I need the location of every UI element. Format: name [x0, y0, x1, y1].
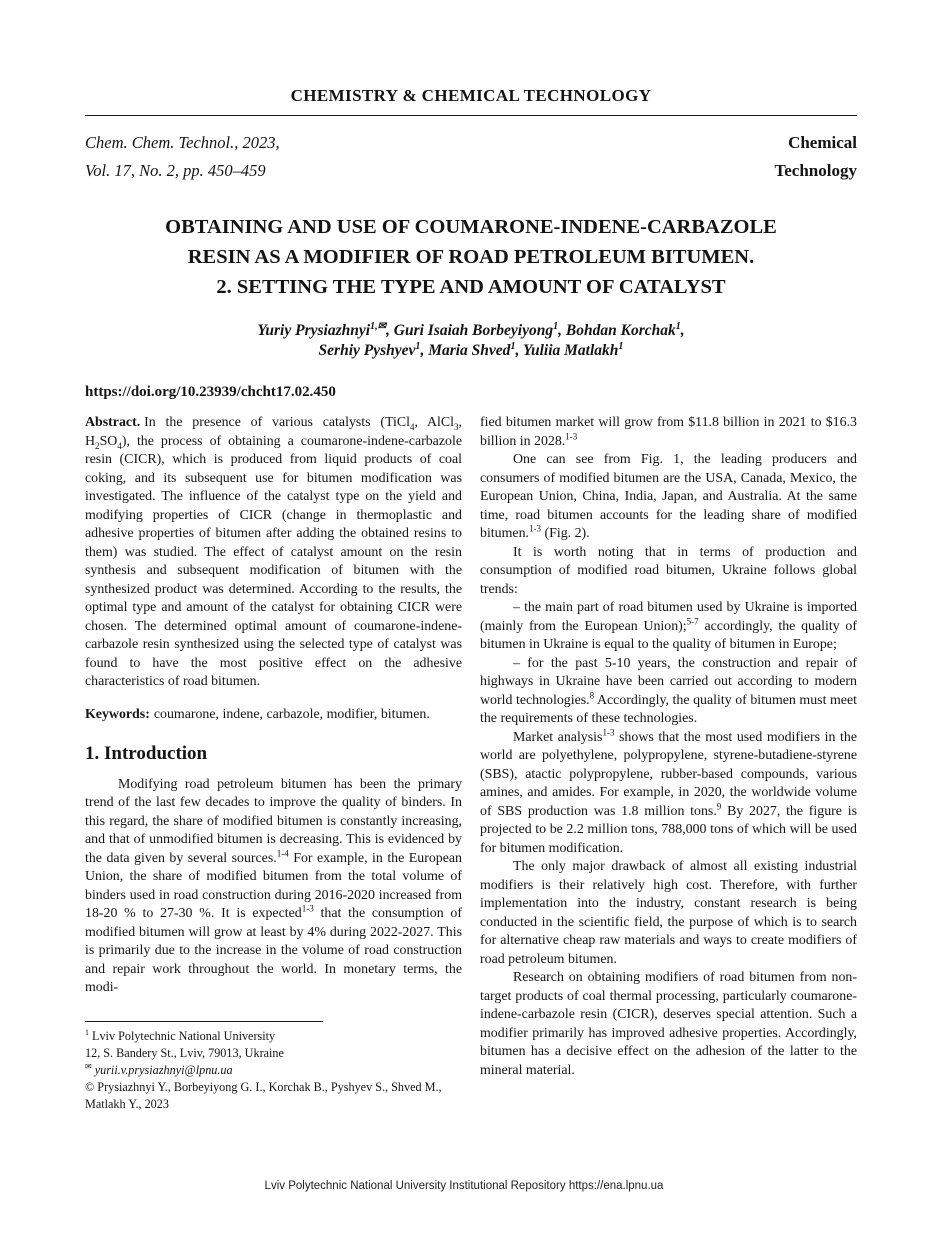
citation-line-1: Chem. Chem. Technol., 2023, [85, 133, 280, 152]
footnote-copyright: © Prysiazhnyi Y., Borbeyiyong G. I., Korchak B., Pyshyev S., Shved M., Matlakh Y., 2023 [85, 1079, 442, 1111]
journal-name-line-1: Chemical [788, 133, 857, 152]
article-title-line-1: OBTAINING AND USE OF COUMARONE-INDENE-CARBAZOLE [165, 216, 777, 238]
citation-row [85, 129, 857, 185]
body-paragraph: – the main part of road bitumen used by Ukraine is imported (mainly from the European Union);$^{5-7}$ accordingly, the quality of bitumen in Ukraine is equal to the quality of bitumen in Europe; [480, 600, 857, 652]
article-title [85, 212, 857, 302]
body-paragraph: – for the past 5-10 years, the construction and repair of highways in Ukraine have been carried out according to modern world technologies.$^8$ Accordingly, the quality of bitumen must meet the requirements of these technologies. [480, 655, 857, 726]
body-paragraph: It is worth noting that in terms of production and consumption of modified road bitumen, Ukraine follows global trends: [480, 544, 857, 597]
footnote-affiliation: $^1$ Lviv Polytechnic National University [85, 1027, 276, 1043]
journal-banner: CHEMISTRY & CHEMICAL TECHNOLOGY [290, 86, 652, 105]
citation-line-2: Vol. 17, No. 2, pp. 450–459 [85, 161, 266, 180]
footnote-address: 12, S. Bandery St., Lviv, 79013, Ukraine [85, 1045, 284, 1060]
authors-line-2: Serhiy Pyshyev$^1$, Maria Shved$^1$, Yuliia Matlakh$^1$ [318, 340, 624, 359]
repository-footer [0, 1180, 928, 1192]
body-paragraph: fied bitumen market will grow from $11.8 billion in 2021 to $16.3 billion in 2028.$^{1-3}$ [480, 415, 857, 449]
right-column [480, 414, 857, 1113]
page-content [85, 86, 857, 1113]
header-rule [85, 115, 857, 116]
intro-paragraph: Modifying road petroleum bitumen has been the primary trend of the last few decades to improve the quality of binders. In this regard, the share of modified bitumen is constantly increasing, and that of unmodified bitumen is decreasing. This is evidenced by the data given by several sources.$^{1-4}$ For example, in the European Union, the share of modified bitumen from the total volume of binders used in road construction during 2016-2020 increased from 18-20 % to 27-30 %. It is expected$^{1-3}$ that the consumption of modified bitumen will grow at least by 4% during 2022-2027. This is primarily due to the increase in the volume of road construction and repair work throughout the world. In monetary terms, the modi- [85, 776, 463, 995]
doi-link[interactable]: https://doi.org/10.23939/chcht17.02.450 [85, 384, 336, 400]
footnote-rule [85, 1021, 323, 1022]
introduction-heading: 1. Introduction [85, 743, 208, 764]
keywords-paragraph [85, 706, 462, 725]
body-paragraph: Research on obtaining modifiers of road bitumen from non-target products of coal thermal processing, particularly coumarone-indene-carbazole resin (CICR), deserves special attention. Such a modifier primarily has improved adhesive properties. Accordingly, bitumen has a decisive effect on the adhesion of the latter to the mineral material. [480, 970, 857, 1078]
body-paragraph: Market analysis$^{1-3}$ shows that the most used modifiers in the world are polyethylene, polypropylene, styrene-butadiene-styrene (SBS), atactic polypropylene, rubber-based compounds, various amines, and amides. For example, in 2020, the worldwide volume of SBS production was 1.8 million tons.$^9$ By 2027, the figure is projected to be 2.2 million tons, 788,000 tons of which will be used for bitumen modification. [480, 726, 858, 856]
abstract-text: In the presence of various catalysts (TiCl$_4$, AlCl$_3$, $H_2SO_4$), the process of obtaining a coumarone-indene-carbazole resin (CICR), which is produced from liquid products of coal coking, and its subsequent use for bitumen modification was investigated. The influence of the catalyst type on the yield and modifying properties of CICR (change in thermoplastic and adhesive properties of bitumen after adding the obtained resins to them) was studied. The effect of catalyst amount on the resin synthesis and subsequent modification of bitumen with the synthesized product was determined. According to the results, the optimal type and amount of the catalyst for obtaining CICR were chosen. The determined optimal amount of coumarone-indene-carbazole resin synthesized using the selected type of catalyst was found to have the most positive effect on the adhesive characteristics of road bitumen. [85, 415, 462, 689]
body-paragraph: The only major drawback of almost all existing industrial modifiers is their relatively high cost. Therefore, with further implementation into the industry, constant research is being conducted in the scientific field, the purpose of which is to search for alternative cheap raw materials and ways to create modifiers of road petroleum bitumen. [480, 859, 857, 967]
journal-name-line-2: Technology [774, 161, 857, 180]
body-columns [85, 414, 857, 1113]
journal-name-block [774, 129, 857, 185]
body-paragraph: One can see from Fig. 1, the leading producers and consumers of modified bitumen are the USA, Canada, Mexico, the European Union, China, India, Japan, and Australia. At the same time, road bitumen accounts for the leading share of modified bitumen.$^{1-3}$ (Fig. 2). [480, 452, 857, 541]
authors-line-1: Yuriy Prysiazhnyi$^{1,✉}$, Guri Isaiah Borbeyiyong$^1$, Bohdan Korchak$^1$, [257, 320, 685, 339]
footnote-email[interactable]: yurii.v.prysiazhnyi@lpnu.ua [94, 1062, 233, 1077]
footnote-block [85, 1028, 462, 1113]
citation-block [85, 129, 280, 185]
repository-label: Lviv Polytechnic National University Institutional Repository [264, 1180, 566, 1192]
keywords-text: coumarone, indene, carbazole, modifier, bitumen. [153, 706, 430, 722]
envelope-icon: ✉ [85, 1061, 92, 1071]
abstract-paragraph [85, 414, 462, 692]
footnote-email-line [85, 1062, 462, 1079]
abstract-label: Abstract. [85, 415, 141, 430]
article-title-line-3: 2. SETTING THE TYPE AND AMOUNT OF CATALYST [216, 276, 726, 298]
left-column [85, 414, 462, 1113]
article-title-line-2: RESIN AS A MODIFIER OF ROAD PETROLEUM BITUMEN. [187, 246, 755, 268]
keywords-label: Keywords: [85, 706, 150, 722]
repository-url[interactable]: https://ena.lpnu.ua [568, 1180, 664, 1192]
authors [85, 321, 857, 361]
